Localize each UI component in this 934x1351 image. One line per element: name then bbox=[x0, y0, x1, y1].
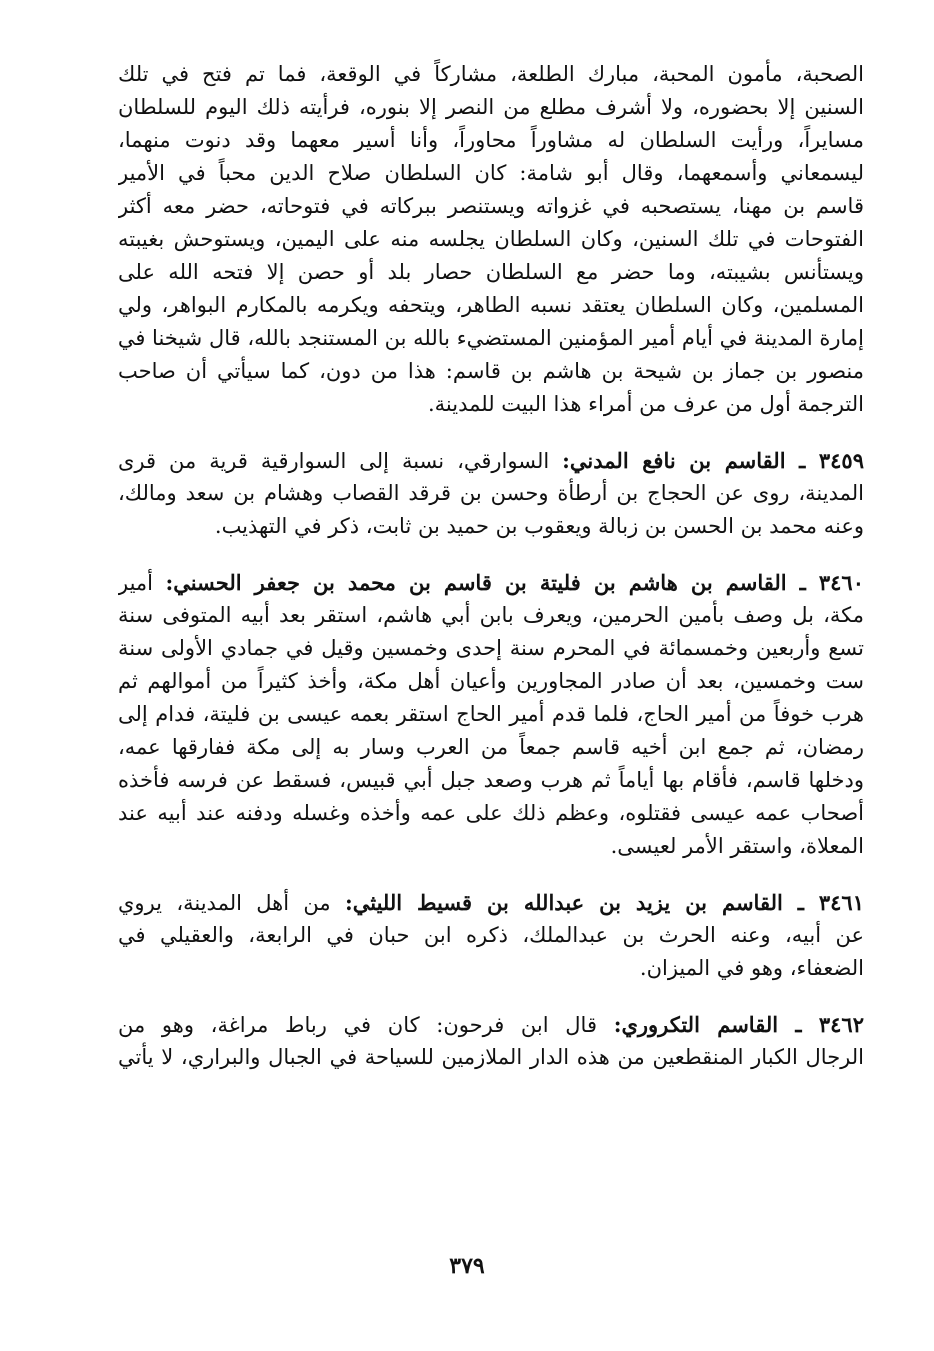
text-line: وعنه محمد بن الحسن بن زبالة ويعقوب بن حميد بن ثابت، ذكر في التهذيب. bbox=[214, 514, 864, 538]
text-line: أصحاب عمه عيسى فقتلوه، وعظم ذلك على عمه وأخذه وغسله ودفنه عند أبيه عند bbox=[118, 801, 864, 825]
text-line: هرب خوفاً من أمير الحاج، فلما قدم أمير الحاج استقر بعمه عيسى بن فليتة، فدام إلى bbox=[118, 702, 864, 726]
text-line: الفتوحات في تلك السنين، وكان السلطان يجلسه منه على اليمين، ويستوحش بغيبته bbox=[118, 227, 864, 251]
entry-text: السوارقي، نسبة إلى السوارقية قرية من قرى bbox=[118, 449, 550, 473]
entry-text: أمير bbox=[118, 571, 154, 595]
text-line: المعلاة، واستقر الأمر لعيسى. bbox=[610, 834, 864, 858]
text-line: إمارة المدينة في أيام أمير المؤمنين المستضيء بالله بن المستنجد بالله، قال شيخنا في bbox=[118, 326, 864, 350]
entry-heading: ٣٤٥٩ ـ القاسم بن نافع المدني: bbox=[562, 448, 864, 473]
text-line: ليسمعاني وأسمعهما، وقال أبو شامة: كان السلطان صلاح الدين محباً في الأمير bbox=[118, 161, 864, 185]
page-body bbox=[118, 58, 864, 1074]
entry-3462 bbox=[118, 1008, 864, 1074]
text-line: المسلمين، وكان السلطان يعتقد نسبه الطاهر، ويتحفه ويكرمه بالمكارم البواهر، ولي bbox=[118, 293, 864, 317]
text-line: الصحبة، مأمون المحبة، مبارك الطلعة، مشاركاً في الوقعة، فما تم فتح في تلك bbox=[118, 62, 864, 86]
entry-heading: ٣٤٦٠ ـ القاسم بن هاشم بن فليتة بن قاسم بن محمد بن جعفر الحسني: bbox=[165, 570, 864, 595]
text-line: عن أبيه، وعنه الحرث بن عبدالملك، ذكره ابن حبان في الرابعة، والعقيلي في bbox=[118, 923, 864, 947]
text-line: قاسم بن مهنا، يستصحبه في غزواته ويستنصر ببركاته في فتوحاته، حضر معه أكثر bbox=[118, 194, 864, 218]
text-line: الترجمة أول من عرف من أمراء هذا البيت للمدينة. bbox=[428, 392, 864, 416]
text-line: مكة، بل وصف بأمين الحرمين، ويعرف بابن أبي هاشم، استقر بعد أبيه المتوفى سنة bbox=[118, 603, 864, 627]
text-line: منصور بن جماز بن شيحة بن هاشم بن قاسم: هذا من دون، كما سيأتي أن صاحب bbox=[118, 359, 864, 383]
page-number: ٣٧٩ bbox=[449, 1253, 485, 1279]
entry-heading: ٣٤٦١ ـ القاسم بن يزيد بن عبدالله بن قسيط الليثي: bbox=[344, 890, 864, 915]
text-line: مسايراً، ورأيت السلطان له مشاوراً محاوراً، وأنا أسير معهما وقد دنوت منهما، bbox=[118, 128, 864, 152]
text-line bbox=[118, 886, 864, 919]
entry-text: قال ابن فرحون: كان في رباط مراغة، وهو من bbox=[118, 1013, 597, 1037]
text-line: ست وخمسين، بعد أن صادر المجاورين وأعيان أهل مكة، وأخذ كثيراً من أموالهم ثم bbox=[118, 669, 864, 693]
entry-heading: ٣٤٦٢ ـ القاسم التكروري: bbox=[613, 1012, 864, 1037]
text-line bbox=[118, 1008, 864, 1041]
text-line: ودخلها قاسم، فأقام بها أياماً ثم هرب وصعد جبل أبي قبيس، فسقط عن فرسه فأخذه bbox=[118, 768, 864, 792]
intro-paragraph bbox=[118, 58, 864, 421]
entry-3461 bbox=[118, 886, 864, 985]
text-line: الضعفاء، وهو في الميزان. bbox=[639, 956, 864, 980]
text-line: المدينة، روى عن الحجاج بن أرطأة وحسن بن قرقد القصاب وهشام بن سعد ومالك، bbox=[118, 481, 864, 505]
entry-text: من أهل المدينة، يروي bbox=[118, 891, 331, 915]
entry-3459 bbox=[118, 444, 864, 543]
text-line bbox=[118, 444, 864, 477]
text-line bbox=[118, 566, 864, 599]
entry-3460 bbox=[118, 566, 864, 863]
text-line: تسع وأربعين وخمسمائة في المحرم سنة إحدى وخمسين وقيل في جمادي الأولى سنة bbox=[118, 636, 864, 660]
text-line: السنين إلا بحضوره، ولا أشرف مطلع من النصر إلا بنوره، فرأيته ذلك اليوم للسلطان bbox=[118, 95, 864, 119]
text-line: الرجال الكبار المنقطعين من هذه الدار الملازمين للسياحة في الجبال والبراري، لا يأتي bbox=[118, 1045, 864, 1069]
text-line: ويستأنس بشيبته، وما حضر مع السلطان حصار بلد أو حصن إلا فتحه الله على bbox=[118, 260, 864, 284]
text-line: رمضان، ثم جمع ابن أخيه قاسم جمعاً من العرب وسار به إلى مكة ففارقها عمه، bbox=[118, 735, 864, 759]
